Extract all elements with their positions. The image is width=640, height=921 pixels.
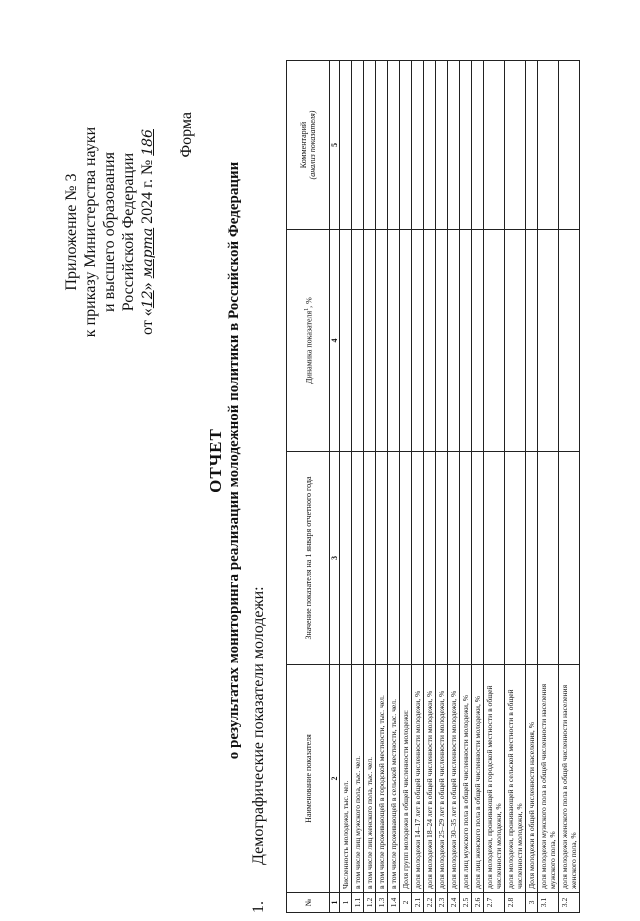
table-row: [400, 61, 412, 913]
row-comment-cell: [340, 61, 352, 230]
row-dynamics-cell: [424, 230, 436, 452]
row-number: 2: [400, 893, 412, 913]
row-number: 2.3: [436, 893, 448, 913]
row-comment-cell: [484, 61, 505, 230]
handwritten-number: 186: [140, 129, 156, 156]
handwritten-day: 12: [140, 290, 156, 309]
header-comment: Комментарий (анализ показателя): [287, 61, 330, 230]
form-label: Форма: [178, 112, 195, 158]
row-dynamics-cell: [559, 230, 580, 452]
row-value-cell: [484, 452, 505, 665]
row-value-cell: [526, 452, 538, 665]
section-number: 1.: [250, 901, 267, 913]
row-value-cell: [559, 452, 580, 665]
row-number: 1.4: [388, 893, 400, 913]
row-indicator-name: доля молодежи, проживающей в городской местности в общей численности молодежи, %: [484, 665, 505, 893]
row-number: 1.3: [376, 893, 388, 913]
row-indicator-name: в том числе проживающей в сельской местности, тыс. чел.: [388, 665, 400, 893]
row-dynamics-cell: [472, 230, 484, 452]
row-comment-cell: [448, 61, 460, 230]
row-indicator-name: доля молодежи 30–35 лет в общей численности молодежи, %: [448, 665, 460, 893]
row-value-cell: [364, 452, 376, 665]
table-row: [412, 61, 424, 913]
row-dynamics-cell: [448, 230, 460, 452]
section-label: Демографические показатели молодежи:: [250, 586, 267, 865]
row-value-cell: [505, 452, 526, 665]
row-value-cell: [448, 452, 460, 665]
table-row: [388, 61, 400, 913]
row-dynamics-cell: [436, 230, 448, 452]
column-index: 1: [330, 893, 340, 913]
row-number: 2.5: [460, 893, 472, 913]
row-comment-cell: [412, 61, 424, 230]
row-indicator-name: доля молодежи 25–29 лет в общей численности молодежи, %: [436, 665, 448, 893]
row-dynamics-cell: [412, 230, 424, 452]
row-value-cell: [538, 452, 559, 665]
row-dynamics-cell: [538, 230, 559, 452]
table-row: [538, 61, 559, 913]
row-comment-cell: [472, 61, 484, 230]
row-comment-cell: [352, 61, 364, 230]
row-indicator-name: доля молодежи 18–24 лет в общей численности молодежи, %: [424, 665, 436, 893]
table-row: [484, 61, 505, 913]
row-dynamics-cell: [364, 230, 376, 452]
row-number: 3.2: [559, 893, 580, 913]
row-comment-cell: [400, 61, 412, 230]
row-number: 2.7: [484, 893, 505, 913]
table-row: [376, 61, 388, 913]
row-dynamics-cell: [460, 230, 472, 452]
report-title: ОТЧЕТ: [206, 428, 225, 493]
appendix-date-line: от «12» марта 2024 г. № 186: [139, 129, 156, 335]
row-dynamics-cell: [376, 230, 388, 452]
row-number: 2.8: [505, 893, 526, 913]
row-dynamics-cell: [484, 230, 505, 452]
table-row: [424, 61, 436, 913]
table-row: [472, 61, 484, 913]
row-indicator-name: Доля молодежи в общей численности населения, %: [526, 665, 538, 893]
header-dynamics: Динамика показателя$^1$, %: [287, 230, 330, 452]
row-comment-cell: [388, 61, 400, 230]
row-comment-cell: [559, 61, 580, 230]
row-number: 3: [526, 893, 538, 913]
row-dynamics-cell: [340, 230, 352, 452]
row-indicator-name: доля лиц мужского пола в общей численности молодежи, %: [460, 665, 472, 893]
row-indicator-name: доля лиц женского пола в общей численности молодежи, %: [472, 665, 484, 893]
row-dynamics-cell: [400, 230, 412, 452]
row-value-cell: [460, 452, 472, 665]
row-indicator-name: доля молодежи мужского пола в общей численности населения мужского пола, %: [538, 665, 559, 893]
row-dynamics-cell: [505, 230, 526, 452]
row-value-cell: [340, 452, 352, 665]
row-number: 2.6: [472, 893, 484, 913]
row-value-cell: [424, 452, 436, 665]
row-comment-cell: [424, 61, 436, 230]
row-number: 2.4: [448, 893, 460, 913]
row-value-cell: [376, 452, 388, 665]
row-number: 1.2: [364, 893, 376, 913]
row-indicator-name: Доля групп молодежи в общей численности молодежи:: [400, 665, 412, 893]
row-comment-cell: [436, 61, 448, 230]
row-comment-cell: [538, 61, 559, 230]
table-row: [340, 61, 352, 913]
column-index: 3: [330, 452, 340, 665]
appendix-order-line: к приказу Министерства науки: [82, 126, 99, 338]
row-value-cell: [436, 452, 448, 665]
row-indicator-name: доля молодежи женского пола в общей численности населения женского пола, %: [559, 665, 580, 893]
column-index: 5: [330, 61, 340, 230]
row-indicator-name: в том числе проживающей в городской местности, тыс. чел.: [376, 665, 388, 893]
section-heading: [250, 586, 268, 913]
table-row: [364, 61, 376, 913]
row-dynamics-cell: [388, 230, 400, 452]
row-number: 2.1: [412, 893, 424, 913]
appendix-block: [62, 112, 158, 352]
table-row: [526, 61, 538, 913]
row-value-cell: [388, 452, 400, 665]
column-index-row: [330, 61, 340, 913]
row-dynamics-cell: [352, 230, 364, 452]
row-indicator-name: доля молодежи 14–17 лет в общей численности молодежи, %: [412, 665, 424, 893]
row-value-cell: [472, 452, 484, 665]
table-row: [505, 61, 526, 913]
header-value: Значение показателя на 1 января отчетного года: [287, 452, 330, 665]
report-subtitle: о результатах мониторинга реализации молодежной политики в Российской Федерации: [226, 161, 242, 760]
table-row: [460, 61, 472, 913]
table-row: [448, 61, 460, 913]
row-value-cell: [400, 452, 412, 665]
row-dynamics-cell: [526, 230, 538, 452]
header-no: №: [287, 893, 330, 913]
header-name: Наименование показателя: [287, 665, 330, 893]
table-header-row: [287, 61, 330, 913]
table-row: [436, 61, 448, 913]
row-number: 1.1: [352, 893, 364, 913]
row-indicator-name: доля молодежи, проживающей в сельской местности в общей численности молодежи, %: [505, 665, 526, 893]
row-indicator-name: в том числе лиц женского пола, тыс. чел.: [364, 665, 376, 893]
indicators-table: [286, 60, 580, 913]
row-comment-cell: [505, 61, 526, 230]
appendix-number: Приложение № 3: [63, 173, 80, 291]
row-comment-cell: [364, 61, 376, 230]
table-row: [559, 61, 580, 913]
row-value-cell: [412, 452, 424, 665]
column-index: 2: [330, 665, 340, 893]
appendix-country-line: Российской Федерации: [120, 152, 137, 312]
table-row: [352, 61, 364, 913]
handwritten-month: марта: [140, 227, 156, 279]
row-indicator-name: Численность молодежи, тыс. чел.: [340, 665, 352, 893]
row-number: 1: [340, 893, 352, 913]
row-number: 2.2: [424, 893, 436, 913]
appendix-ministry-line: и высшего образования: [101, 152, 118, 312]
row-comment-cell: [376, 61, 388, 230]
row-comment-cell: [526, 61, 538, 230]
row-number: 3.1: [538, 893, 559, 913]
row-comment-cell: [460, 61, 472, 230]
row-value-cell: [352, 452, 364, 665]
row-indicator-name: в том числе лиц мужского пола, тыс. чел.: [352, 665, 364, 893]
column-index: 4: [330, 230, 340, 452]
